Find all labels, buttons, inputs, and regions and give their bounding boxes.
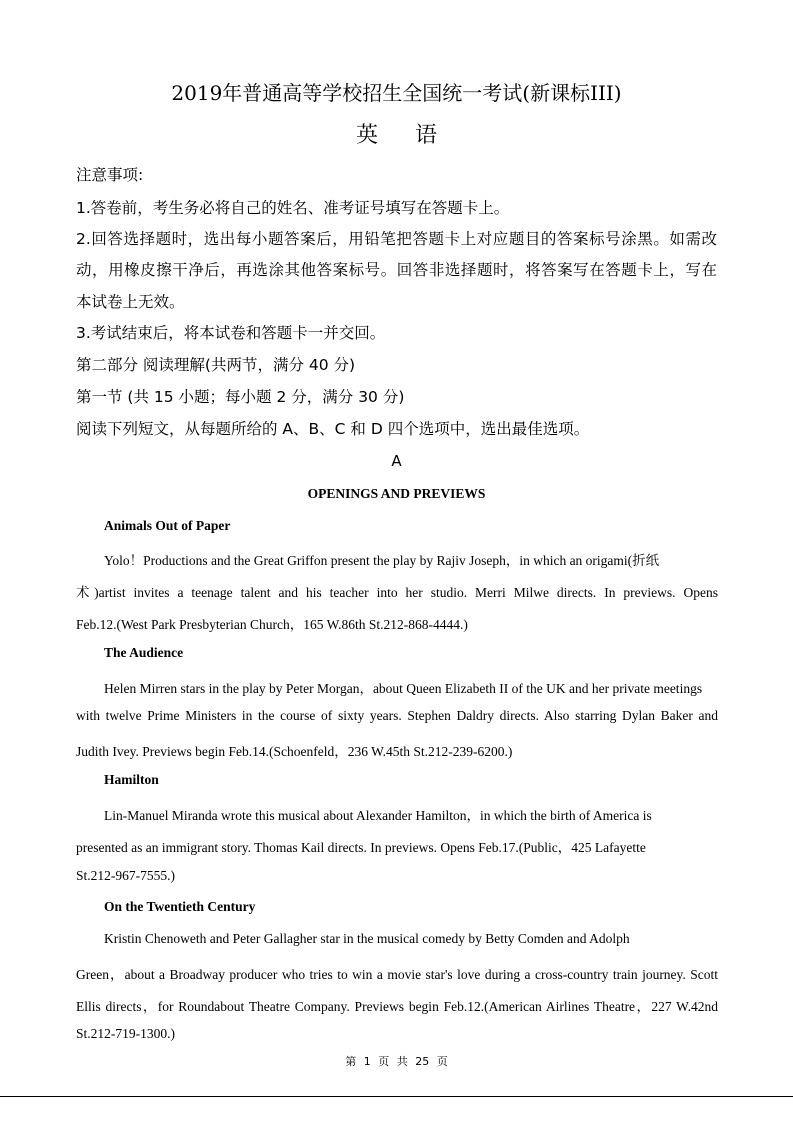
footer-divider: [0, 1096, 793, 1097]
show-text-line: Green，about a Broadway producer who tries to win a movie star's love during a cross-country train journey. Scott: [76, 967, 718, 982]
show-text-line: Yolo！Productions and the Great Griffon present the play by Rajiv Joseph，in which an origami(折纸: [104, 553, 660, 568]
notice-item-2-line-3: 本试卷上无效。: [76, 293, 185, 311]
show-text-line: St.212-719-1300.): [76, 1026, 175, 1041]
show-text-line: Helen Mirren stars in the play by Peter Morgan，about Queen Elizabeth II of the UK and her private meetings: [104, 681, 703, 696]
exam-title: 2019年普通高等学校招生全国统一考试(新课标III): [171, 81, 622, 105]
show-text-line: St.212-967-7555.): [76, 868, 175, 883]
page-number: 第 1 页 共 25 页: [345, 1055, 448, 1068]
notice-item-1: 1.答卷前，考生务必将自己的姓名、准考证号填写在答题卡上。: [76, 199, 510, 217]
passage-heading: OPENINGS AND PREVIEWS: [307, 486, 486, 501]
show-title-animals-out-of-paper: Animals Out of Paper: [104, 518, 231, 533]
subject-title: 英 语: [356, 123, 437, 148]
part-two-heading: 第二部分 阅读理解(共两节，满分 40 分): [76, 356, 356, 374]
show-text-line: Kristin Chenoweth and Peter Gallagher star in the musical comedy by Betty Comden and Adolph: [104, 931, 630, 946]
notice-item-3: 3.考试结束后，将本试卷和答题卡一并交回。: [76, 324, 386, 342]
show-title-on-the-twentieth-century: On the Twentieth Century: [104, 899, 256, 914]
show-text-line: Judith Ivey. Previews begin Feb.14.(Schoenfeld，236 W.45th St.212-239-6200.): [76, 744, 513, 759]
show-text-line: 术)artist invites a teenage talent and his teacher into her studio. Merri Milwe directs. In previews. Opens: [76, 585, 718, 600]
show-text-line: with twelve Prime Ministers in the course of sixty years. Stephen Daldry directs. Also starring Dylan Baker and: [76, 708, 718, 723]
reading-instruction: 阅读下列短文，从每题所给的 A、B、C 和 D 四个选项中，选出最佳选项。: [76, 420, 590, 438]
passage-label: A: [391, 452, 402, 470]
show-text-line: Lin-Manuel Miranda wrote this musical about Alexander Hamilton，in which the birth of America is: [104, 808, 652, 823]
notice-item-2-line-1: 2.回答选择题时，选出每小题答案后，用铅笔把答题卡上对应题目的答案标号涂黑。如需改: [76, 230, 717, 248]
notice-item-2-line-2: 动，用橡皮擦干净后，再选涂其他答案标号。回答非选择题时，将答案写在答题卡上，写在: [76, 261, 717, 279]
show-text-line: Feb.12.(West Park Presbyterian Church，165 W.86th St.212-868-4444.): [76, 617, 468, 632]
show-text-line: Ellis directs，for Roundabout Theatre Company. Previews begin Feb.12.(American Airlines Theatre，227 W.42nd: [76, 999, 718, 1014]
notice-heading: 注意事项:: [76, 166, 144, 184]
show-title-hamilton: Hamilton: [104, 772, 159, 787]
show-text-line: presented as an immigrant story. Thomas Kail directs. In previews. Opens Feb.17.(Public，425 Lafayette: [76, 840, 646, 855]
section-one-heading: 第一节 (共 15 小题；每小题 2 分，满分 30 分): [76, 388, 405, 406]
show-title-the-audience: The Audience: [104, 645, 184, 660]
